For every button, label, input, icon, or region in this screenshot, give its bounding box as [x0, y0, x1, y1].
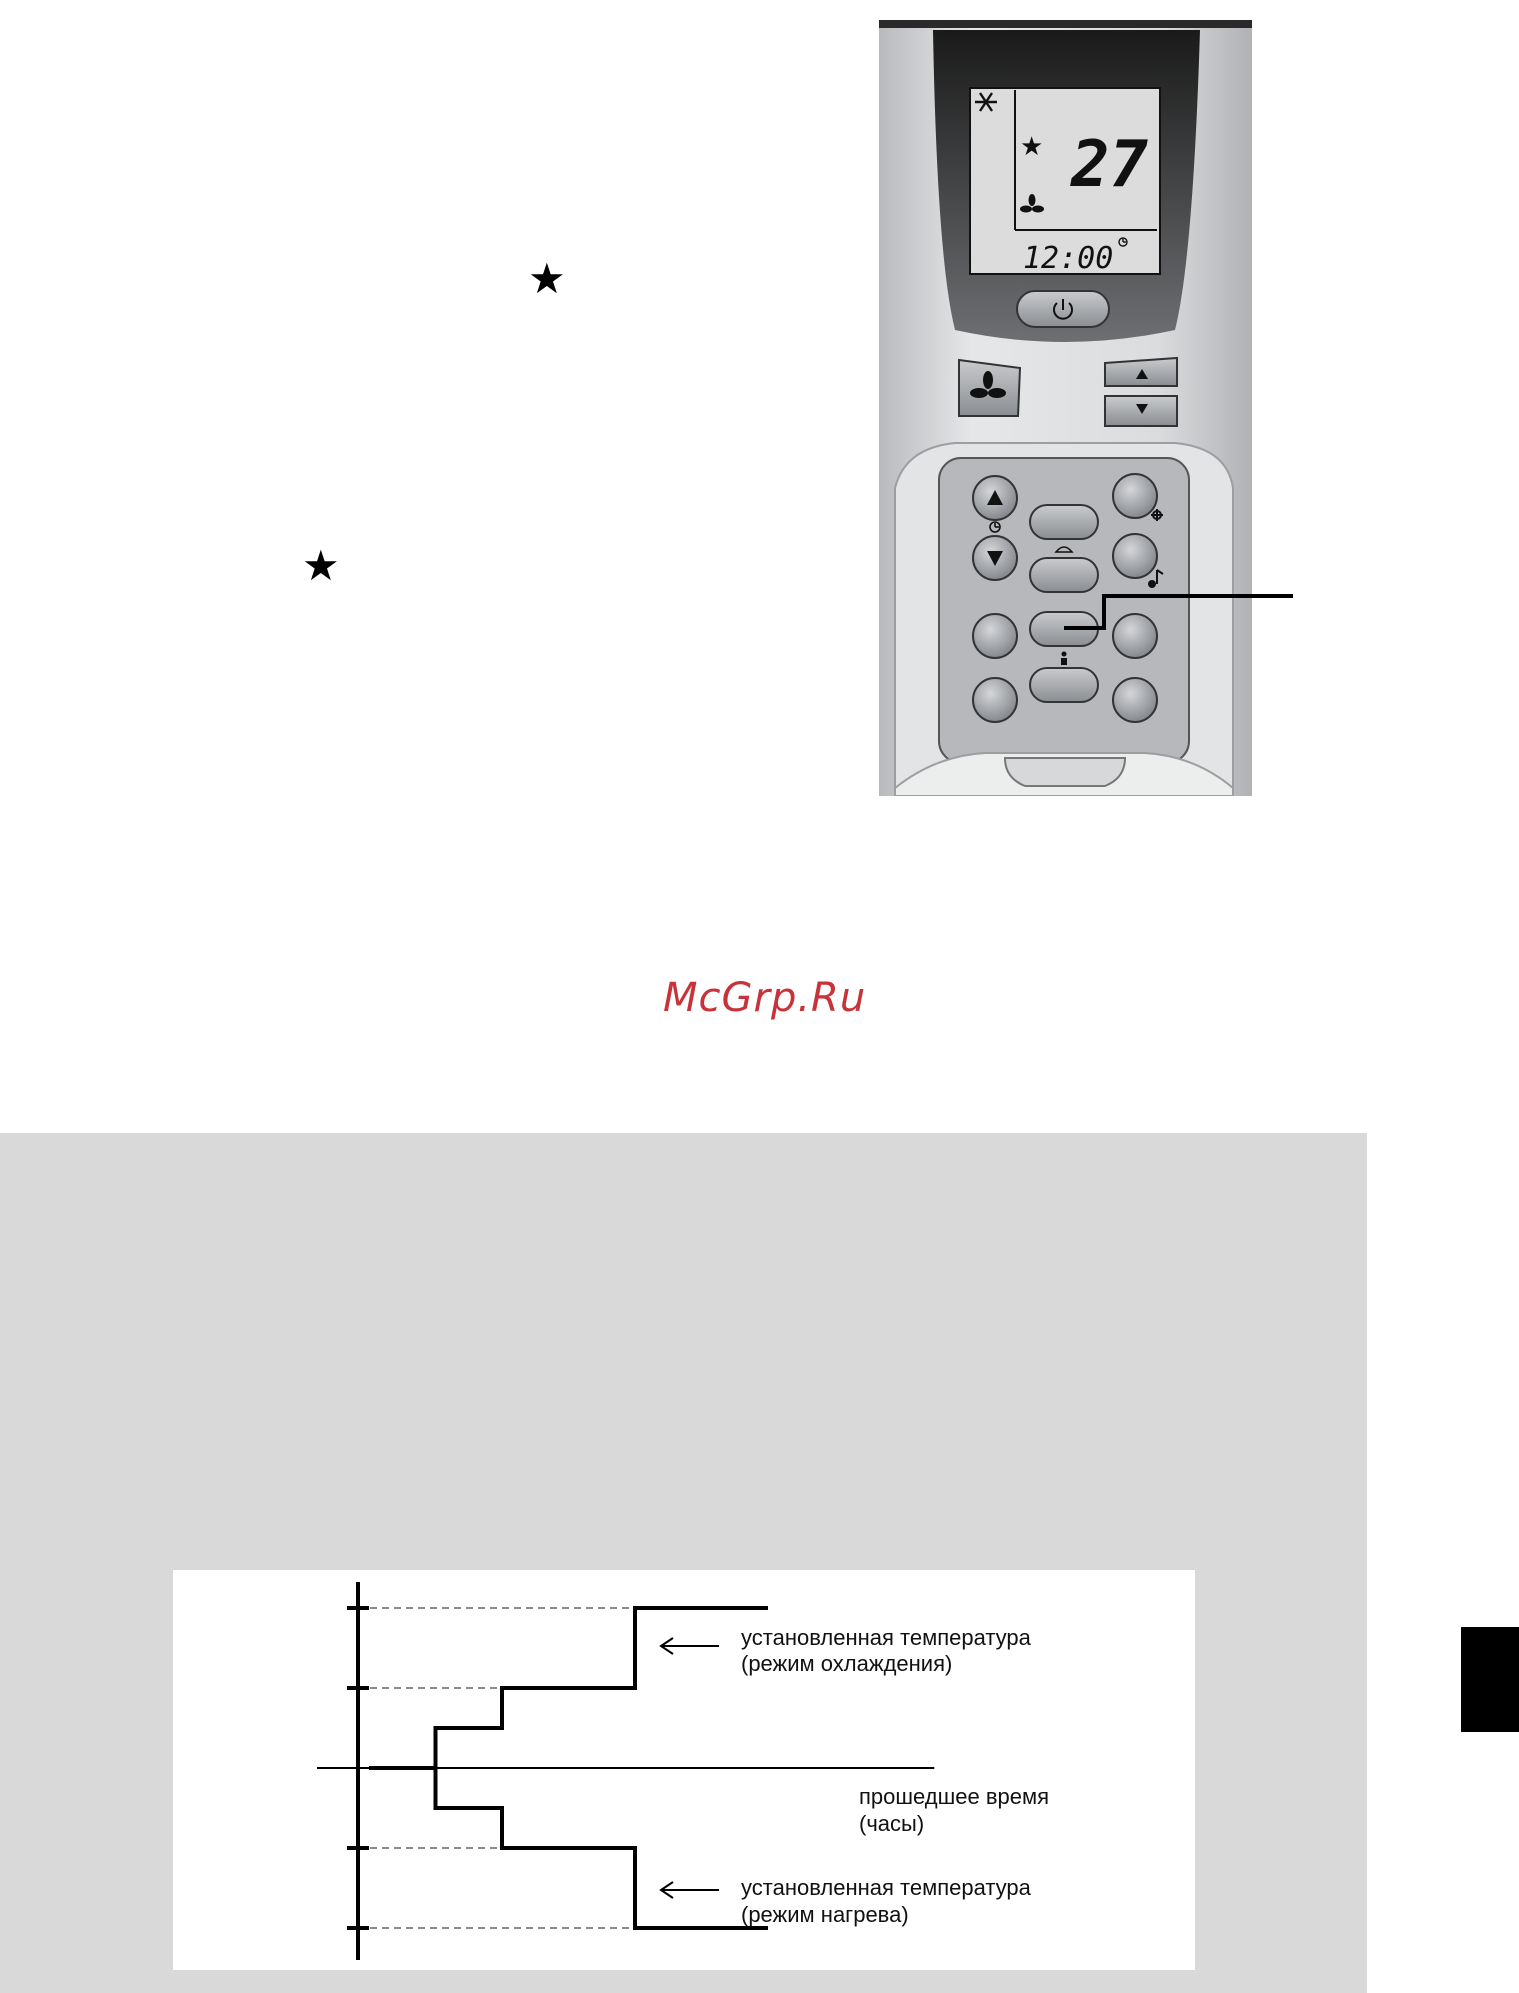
temp-up-button[interactable]	[1105, 358, 1177, 386]
remote-control	[875, 18, 1255, 796]
fan-button[interactable]	[959, 360, 1020, 416]
cooling-label-line1: установленная температура	[741, 1625, 1031, 1650]
watermark-text: McGrp.Ru	[663, 975, 867, 1021]
cooling-label-line2: (режим охлаждения)	[741, 1651, 953, 1676]
lcd-clock: 12:00	[1023, 241, 1114, 276]
temp-down-button[interactable]	[1105, 396, 1177, 426]
side-tab	[1461, 1627, 1519, 1732]
right-button-1[interactable]	[1113, 474, 1157, 518]
time-label-line2: (часы)	[859, 1811, 925, 1836]
star-symbol-1: ★	[528, 254, 566, 303]
heating-label-line2: (режим нагрева)	[741, 1902, 909, 1927]
center-button-2[interactable]	[1030, 558, 1098, 592]
right-button-2[interactable]	[1113, 534, 1157, 578]
temperature-chart	[173, 1570, 1195, 1970]
center-button-1[interactable]	[1030, 505, 1098, 539]
series-line-1	[369, 1608, 768, 1768]
left-button-4[interactable]	[973, 678, 1017, 722]
lcd-temperature: 27	[1071, 128, 1149, 202]
chart-svg	[173, 1570, 1195, 1970]
person-icon	[1061, 652, 1067, 666]
right-button-3[interactable]	[1113, 614, 1157, 658]
center-button-4[interactable]	[1030, 668, 1098, 702]
callout-line-extension	[1253, 584, 1293, 604]
timer-down-button[interactable]	[973, 536, 1017, 580]
star-symbol-2: ★	[302, 541, 340, 590]
heating-label-line1: установленная температура	[741, 1875, 1031, 1900]
series-line-2	[369, 1768, 768, 1928]
lcd-star-icon: ★	[1020, 132, 1044, 162]
right-button-4[interactable]	[1113, 678, 1157, 722]
time-label-line1: прошедшее время	[859, 1784, 1050, 1809]
timer-up-button[interactable]	[973, 476, 1017, 520]
power-button[interactable]	[1017, 291, 1109, 327]
left-button-3[interactable]	[973, 614, 1017, 658]
